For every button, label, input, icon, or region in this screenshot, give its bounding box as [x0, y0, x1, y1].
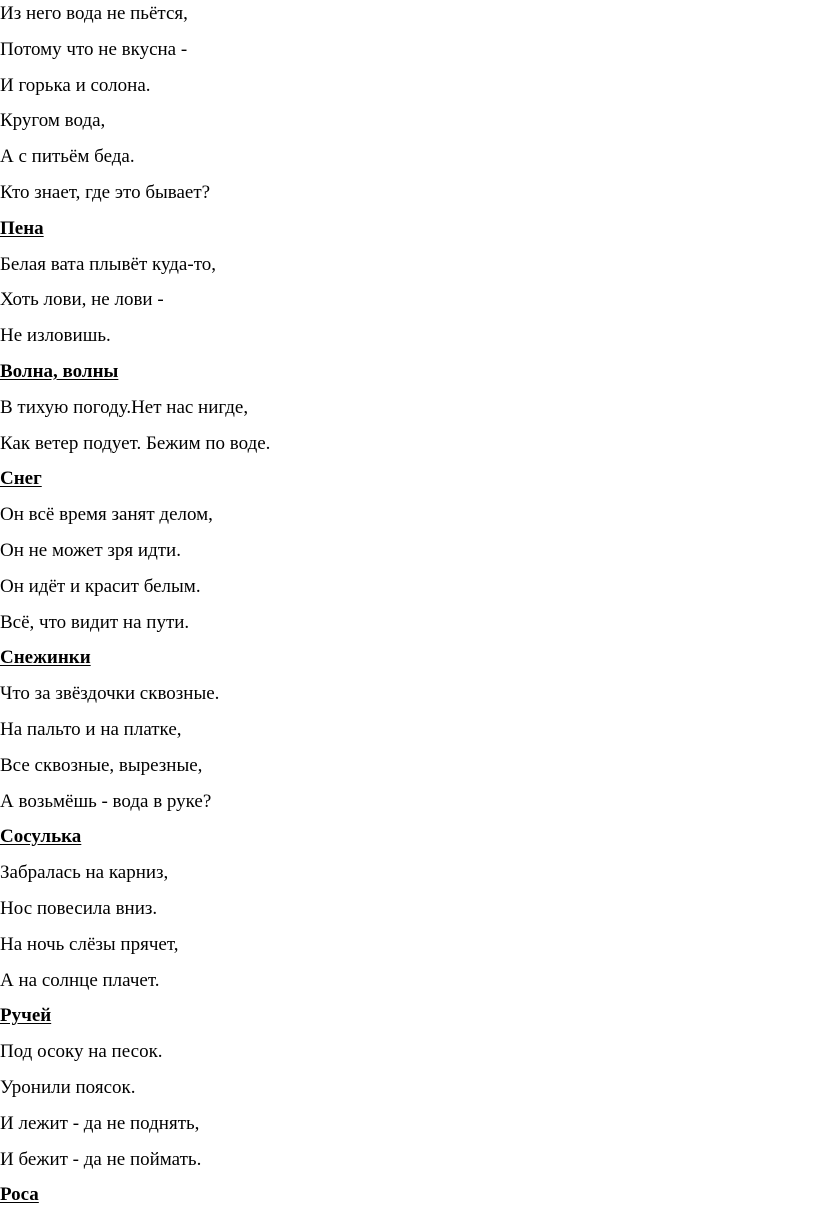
- verse-line: Кто знает, где это бывает?: [0, 182, 211, 203]
- riddle-answer-heading: Роса: [0, 1184, 39, 1206]
- riddle-answer-heading: Ручей: [0, 1005, 52, 1027]
- verse-line: Не изловишь.: [0, 325, 111, 347]
- riddle-answer-heading: Снежинки: [0, 647, 91, 669]
- verse-line: И бежит - да не поймать.: [0, 1148, 202, 1170]
- verse-line: Белая вата плывёт куда-то,: [0, 253, 216, 275]
- verse-line: Забралась на карниз,: [0, 862, 169, 884]
- verse-line: На пальто и на платке,: [0, 719, 182, 740]
- verse-line: На ночь слёзы прячет,: [0, 933, 179, 955]
- verse-line: Как ветер подует. Бежим по воде.: [0, 432, 271, 454]
- verse-line: Всё, что видит на пути.: [0, 611, 190, 633]
- verse-line: Нос повесила вниз.: [0, 898, 158, 919]
- riddle-answer-heading: Снег: [0, 468, 42, 490]
- verse-line: Кругом вода,: [0, 110, 106, 132]
- verse-line: Потому что не вкусна -: [0, 38, 188, 60]
- verse-line: Он не может зря идти.: [0, 540, 181, 561]
- riddle-answer-heading: Сосулька: [0, 826, 82, 848]
- riddle-answer-heading: Пена: [0, 217, 44, 239]
- verse-line: Из него вода не пьётся,: [0, 3, 188, 24]
- verse-line: В тихую погоду.Нет нас нигде,: [0, 396, 249, 418]
- verse-line: Под осоку на песок.: [0, 1041, 163, 1063]
- verse-line: Что за звёздочки сквозные.: [0, 683, 220, 705]
- verse-line: Он всё время занят делом,: [0, 504, 213, 526]
- verse-line: Он идёт и красит белым.: [0, 575, 201, 597]
- verse-line: Все сквозные, вырезные,: [0, 754, 203, 776]
- verse-line: Уронили поясок.: [0, 1077, 136, 1098]
- verse-line: А на солнце плачет.: [0, 969, 160, 991]
- verse-line: Хоть лови, не лови -: [0, 289, 164, 311]
- verse-line: А с питьём беда.: [0, 146, 135, 168]
- verse-line: А возьмёшь - вода в руке?: [0, 790, 212, 812]
- verse-line: И горька и солона.: [0, 74, 151, 96]
- verse-line: И лежит - да не поднять,: [0, 1112, 200, 1134]
- riddle-answer-heading: Волна, волны: [0, 361, 119, 382]
